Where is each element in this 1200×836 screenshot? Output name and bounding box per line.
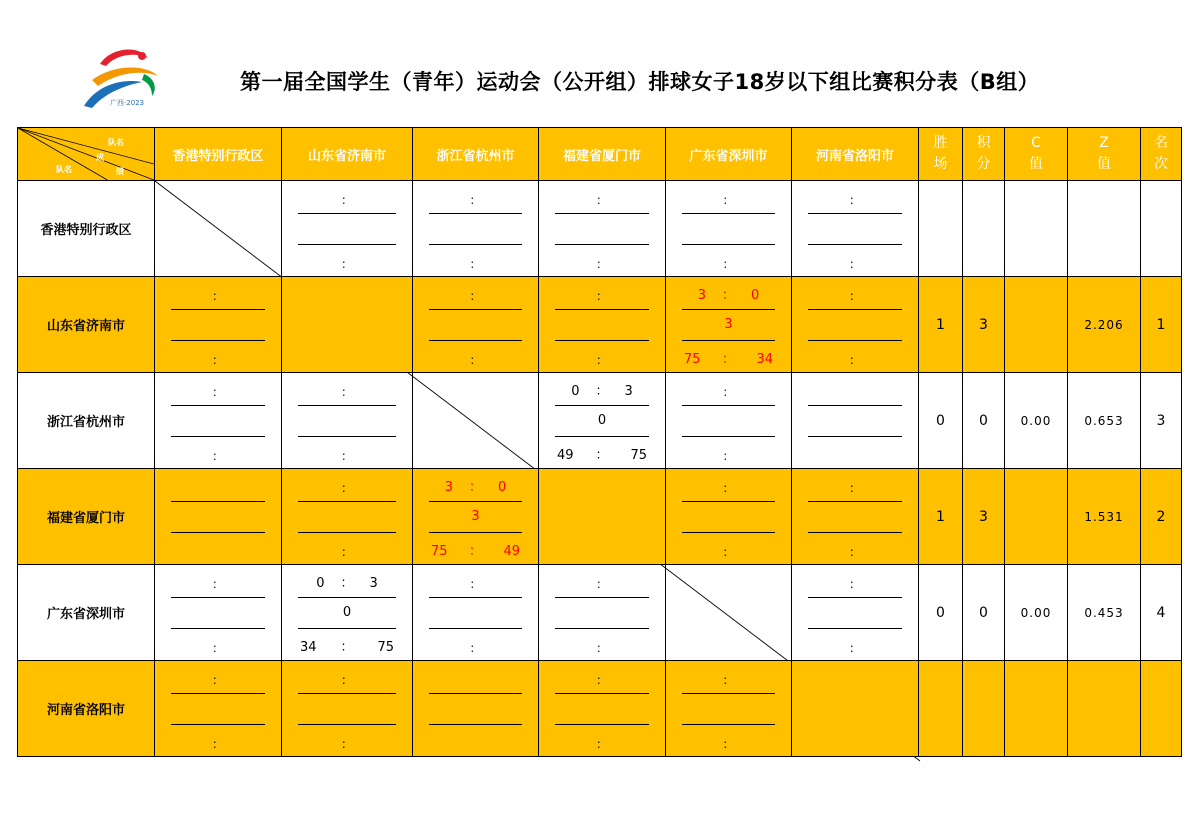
blank-points-colon: ： bbox=[595, 353, 608, 367]
divider-line bbox=[555, 213, 649, 214]
divider-line bbox=[429, 340, 522, 341]
set-score bbox=[282, 577, 412, 591]
blank-points-colon: ： bbox=[340, 257, 353, 271]
stat-z bbox=[1068, 181, 1141, 277]
match-cell bbox=[413, 469, 539, 565]
divider-line bbox=[555, 309, 649, 310]
divider-line bbox=[808, 405, 902, 406]
corner-diagonal-lines bbox=[18, 128, 154, 180]
divider-line bbox=[555, 405, 649, 406]
column-header-stat: 胜 场 bbox=[919, 128, 963, 181]
column-header-team: 香港特别行政区 bbox=[155, 128, 282, 181]
table-diagonal-line bbox=[155, 181, 281, 276]
divider-line bbox=[298, 628, 396, 629]
match-cell-content bbox=[792, 373, 918, 468]
divider-line bbox=[171, 501, 265, 502]
blank-points-colon: ： bbox=[848, 641, 861, 655]
blank-set-colon: ： bbox=[211, 577, 224, 591]
match-points: 0 bbox=[342, 605, 352, 620]
match-cell bbox=[792, 277, 919, 373]
divider-line bbox=[429, 597, 522, 598]
divider-line bbox=[429, 244, 522, 245]
set-score bbox=[413, 481, 538, 495]
stat-c bbox=[1005, 469, 1068, 565]
corner-label-result: 成 bbox=[96, 153, 104, 162]
points-for: 75 bbox=[684, 352, 701, 367]
row-team-name: 广东省深圳市 bbox=[18, 565, 155, 661]
match-cell bbox=[413, 661, 539, 757]
sets-lost: 0 bbox=[498, 480, 507, 495]
match-cell bbox=[282, 181, 413, 277]
blank-points-colon: ： bbox=[722, 737, 735, 751]
sets-won: 3 bbox=[444, 480, 453, 495]
column-header-team: 福建省厦门市 bbox=[539, 128, 666, 181]
blank-set-colon: ： bbox=[211, 289, 224, 303]
logo-dot bbox=[138, 52, 146, 60]
divider-line bbox=[682, 532, 775, 533]
match-cell-content bbox=[539, 181, 665, 276]
match-cell bbox=[666, 661, 792, 757]
column-header-team: 河南省洛阳市 bbox=[792, 128, 919, 181]
stat-wins: 0 bbox=[919, 373, 963, 469]
row-team-name: 浙江省杭州市 bbox=[18, 373, 155, 469]
column-header-team: 广东省深圳市 bbox=[666, 128, 792, 181]
divider-line bbox=[555, 244, 649, 245]
blank-points-colon: ： bbox=[595, 737, 608, 751]
blank-points-colon: ： bbox=[848, 545, 861, 559]
stat-points bbox=[963, 181, 1005, 277]
stat-z: 2.206 bbox=[1068, 277, 1141, 373]
divider-line bbox=[808, 213, 902, 214]
blank-points-colon: ： bbox=[595, 257, 608, 271]
match-cell bbox=[666, 277, 792, 373]
sets-won: 0 bbox=[571, 384, 580, 399]
stat-points: 3 bbox=[963, 469, 1005, 565]
row-team-name: 福建省厦门市 bbox=[18, 469, 155, 565]
divider-line bbox=[682, 436, 775, 437]
match-cell bbox=[792, 565, 919, 661]
score-colon: ： bbox=[595, 384, 609, 399]
divider-line bbox=[808, 340, 902, 341]
divider-line bbox=[298, 597, 396, 598]
match-cell-content bbox=[155, 565, 281, 660]
match-cell bbox=[413, 181, 539, 277]
team-row bbox=[18, 181, 1182, 277]
blank-set-colon: ： bbox=[848, 289, 861, 303]
divider-line bbox=[429, 693, 522, 694]
divider-line bbox=[808, 597, 902, 598]
match-cell bbox=[155, 661, 282, 757]
match-points: 3 bbox=[724, 317, 733, 332]
set-score bbox=[666, 289, 791, 303]
stat-rank bbox=[1141, 661, 1182, 757]
row-team-name: 河南省洛阳市 bbox=[18, 661, 155, 757]
match-cell-content bbox=[539, 661, 665, 756]
sets-lost: 3 bbox=[369, 576, 378, 591]
stat-points bbox=[963, 661, 1005, 757]
match-cell-content bbox=[155, 373, 281, 468]
blank-set-colon: ： bbox=[340, 193, 353, 207]
blank-set-colon: ： bbox=[595, 577, 608, 591]
blank-set-colon: ： bbox=[848, 577, 861, 591]
match-cell bbox=[666, 469, 792, 565]
column-header-team: 浙江省杭州市 bbox=[413, 128, 539, 181]
match-cell bbox=[792, 373, 919, 469]
stat-wins: 1 bbox=[919, 277, 963, 373]
score-colon: ： bbox=[468, 544, 482, 559]
logo-label: 广西·2023 bbox=[109, 99, 145, 107]
divider-line bbox=[682, 405, 775, 406]
self-match-cell bbox=[282, 277, 413, 373]
match-cell bbox=[539, 661, 666, 757]
self-match-cell bbox=[413, 373, 539, 469]
divider-line bbox=[555, 436, 649, 437]
blank-set-colon: ： bbox=[722, 673, 735, 687]
blank-points-colon: ： bbox=[211, 737, 224, 751]
divider-line bbox=[171, 628, 265, 629]
stat-c bbox=[1005, 181, 1068, 277]
match-cell bbox=[539, 373, 666, 469]
divider-line bbox=[682, 340, 775, 341]
row-team-name: 山东省济南市 bbox=[18, 277, 155, 373]
stat-points: 3 bbox=[963, 277, 1005, 373]
match-cell-content bbox=[155, 277, 281, 372]
match-cell bbox=[155, 373, 282, 469]
blank-set-colon: ： bbox=[469, 577, 482, 591]
divider-line bbox=[429, 309, 522, 310]
row-team-name: 香港特别行政区 bbox=[18, 181, 155, 277]
self-match-cell bbox=[666, 565, 792, 661]
page-title: 第一届全国学生（青年）运动会（公开组）排球女子18岁以下组比赛积分表（B组） bbox=[240, 70, 1040, 94]
blank-set-colon: ： bbox=[722, 385, 735, 399]
score-table bbox=[17, 127, 1182, 757]
set-score bbox=[539, 385, 665, 399]
blank-set-colon: ： bbox=[469, 289, 482, 303]
stat-c bbox=[1005, 277, 1068, 373]
divider-line bbox=[298, 501, 396, 502]
stat-points: 0 bbox=[963, 373, 1005, 469]
divider-line bbox=[298, 693, 396, 694]
stat-rank: 4 bbox=[1141, 565, 1182, 661]
match-cell-content bbox=[413, 661, 538, 756]
blank-set-colon: ： bbox=[469, 193, 482, 207]
divider-line bbox=[429, 628, 522, 629]
match-cell-content bbox=[155, 661, 281, 756]
blank-points-colon: ： bbox=[211, 449, 224, 463]
header-row bbox=[18, 128, 1182, 181]
team-row bbox=[18, 373, 1182, 469]
match-cell-content bbox=[792, 277, 918, 372]
blank-points-colon: ： bbox=[211, 353, 224, 367]
match-cell-content bbox=[155, 469, 281, 564]
blank-set-colon: ： bbox=[848, 193, 861, 207]
match-cell bbox=[792, 469, 919, 565]
match-cell-content bbox=[539, 565, 665, 660]
points-for: 49 bbox=[557, 448, 574, 463]
points-against: 75 bbox=[377, 640, 394, 655]
divider-line bbox=[298, 405, 396, 406]
blank-set-colon: ： bbox=[848, 481, 861, 495]
match-cell bbox=[155, 277, 282, 373]
total-points bbox=[539, 449, 665, 463]
match-cell-content bbox=[539, 277, 665, 372]
stat-z: 0.653 bbox=[1068, 373, 1141, 469]
divider-line bbox=[555, 597, 649, 598]
blank-points-colon: ： bbox=[469, 641, 482, 655]
divider-line bbox=[298, 213, 396, 214]
divider-line bbox=[298, 724, 396, 725]
blank-points-colon: ： bbox=[340, 545, 353, 559]
match-cell-content bbox=[666, 277, 791, 372]
match-cell-content bbox=[413, 565, 538, 660]
stat-wins bbox=[919, 661, 963, 757]
blank-points-colon: ： bbox=[469, 257, 482, 271]
score-colon: ： bbox=[595, 448, 609, 463]
team-row bbox=[18, 565, 1182, 661]
blank-set-colon: ： bbox=[340, 481, 353, 495]
points-against: 75 bbox=[630, 448, 647, 463]
logo-swoosh-green bbox=[142, 74, 155, 96]
blank-set-colon: ： bbox=[595, 193, 608, 207]
team-row bbox=[18, 661, 1182, 757]
self-match-cell bbox=[792, 661, 919, 757]
divider-line bbox=[171, 532, 265, 533]
corner-header bbox=[18, 128, 155, 181]
score-colon: ： bbox=[721, 352, 735, 367]
blank-set-colon: ： bbox=[595, 289, 608, 303]
blank-points-colon: ： bbox=[848, 257, 861, 271]
corner-label-result-end: 绩 bbox=[116, 167, 124, 176]
column-header-team: 山东省济南市 bbox=[282, 128, 413, 181]
points-for: 75 bbox=[431, 544, 448, 559]
total-points bbox=[666, 353, 791, 367]
stat-z: 0.453 bbox=[1068, 565, 1141, 661]
column-header-stat: C 值 bbox=[1005, 128, 1068, 181]
divider-line bbox=[682, 724, 775, 725]
match-cell bbox=[282, 565, 413, 661]
divider-line bbox=[429, 724, 522, 725]
stat-rank: 1 bbox=[1141, 277, 1182, 373]
match-points: 3 bbox=[471, 509, 480, 524]
team-row bbox=[18, 277, 1182, 373]
divider-line bbox=[682, 244, 775, 245]
self-match-cell bbox=[155, 181, 282, 277]
blank-points-colon: ： bbox=[595, 641, 608, 655]
match-cell-content bbox=[666, 181, 791, 276]
divider-line bbox=[429, 532, 522, 533]
blank-set-colon: ： bbox=[211, 673, 224, 687]
match-cell-content bbox=[282, 565, 412, 660]
stat-rank: 3 bbox=[1141, 373, 1182, 469]
team-row bbox=[18, 469, 1182, 565]
blank-set-colon: ： bbox=[340, 385, 353, 399]
match-cell-content bbox=[413, 277, 538, 372]
stat-points: 0 bbox=[963, 565, 1005, 661]
divider-line bbox=[682, 309, 775, 310]
points-for: 34 bbox=[300, 640, 317, 655]
blank-points-colon: ： bbox=[340, 737, 353, 751]
divider-line bbox=[808, 628, 902, 629]
match-cell bbox=[282, 469, 413, 565]
divider-line bbox=[808, 244, 902, 245]
divider-line bbox=[171, 597, 265, 598]
divider-line bbox=[171, 340, 265, 341]
blank-set-colon: ： bbox=[722, 481, 735, 495]
divider-line bbox=[555, 340, 649, 341]
divider-line bbox=[808, 436, 902, 437]
stat-rank: 2 bbox=[1141, 469, 1182, 565]
stat-wins bbox=[919, 181, 963, 277]
match-cell-content bbox=[666, 661, 791, 756]
divider-line bbox=[808, 309, 902, 310]
total-points bbox=[413, 545, 538, 559]
divider-line bbox=[171, 436, 265, 437]
sets-lost: 3 bbox=[624, 384, 633, 399]
blank-points-colon: ： bbox=[848, 353, 861, 367]
divider-line bbox=[429, 501, 522, 502]
match-cell-content bbox=[282, 469, 412, 564]
divider-line bbox=[682, 693, 775, 694]
blank-points-colon: ： bbox=[211, 641, 224, 655]
match-cell-content bbox=[539, 373, 665, 468]
column-header-stat: Z 值 bbox=[1068, 128, 1141, 181]
score-colon: ： bbox=[340, 640, 354, 655]
divider-line bbox=[555, 628, 649, 629]
stat-c bbox=[1005, 661, 1068, 757]
stat-c: 0.00 bbox=[1005, 373, 1068, 469]
blank-set-colon: ： bbox=[211, 385, 224, 399]
divider-line bbox=[808, 532, 902, 533]
match-cell bbox=[539, 277, 666, 373]
match-cell bbox=[666, 373, 792, 469]
match-cell-content bbox=[792, 181, 918, 276]
divider-line bbox=[171, 309, 265, 310]
column-header-stat: 积 分 bbox=[963, 128, 1005, 181]
stat-wins: 1 bbox=[919, 469, 963, 565]
blank-set-colon: ： bbox=[595, 673, 608, 687]
match-cell-content bbox=[413, 181, 538, 276]
match-cell-content bbox=[792, 469, 918, 564]
sets-lost: 0 bbox=[751, 288, 760, 303]
points-against: 34 bbox=[756, 352, 773, 367]
match-cell bbox=[413, 277, 539, 373]
column-header-stat: 名 次 bbox=[1141, 128, 1182, 181]
match-cell-content bbox=[282, 373, 412, 468]
match-cell bbox=[282, 373, 413, 469]
score-colon: ： bbox=[721, 288, 735, 303]
match-cell bbox=[155, 565, 282, 661]
blank-points-colon: ： bbox=[722, 257, 735, 271]
match-cell-content bbox=[282, 661, 412, 756]
stat-wins: 0 bbox=[919, 565, 963, 661]
stat-rank bbox=[1141, 181, 1182, 277]
score-colon: ： bbox=[340, 576, 354, 591]
match-cell bbox=[282, 661, 413, 757]
blank-points-colon: ： bbox=[722, 449, 735, 463]
divider-line bbox=[682, 213, 775, 214]
divider-line bbox=[808, 501, 902, 502]
self-match-cell bbox=[539, 469, 666, 565]
match-cell bbox=[539, 181, 666, 277]
divider-line bbox=[171, 724, 265, 725]
corner-label-team-left: 队名 bbox=[56, 165, 72, 174]
games-logo bbox=[62, 34, 192, 128]
divider-line bbox=[298, 244, 396, 245]
blank-set-colon: ： bbox=[340, 673, 353, 687]
match-cell bbox=[539, 565, 666, 661]
match-cell bbox=[155, 469, 282, 565]
divider-line bbox=[682, 501, 775, 502]
match-cell bbox=[413, 565, 539, 661]
divider-line bbox=[171, 405, 265, 406]
blank-points-colon: ： bbox=[340, 449, 353, 463]
match-cell-content bbox=[413, 469, 538, 564]
match-cell bbox=[792, 181, 919, 277]
divider-line bbox=[298, 436, 396, 437]
match-cell-content bbox=[666, 373, 791, 468]
blank-set-colon: ： bbox=[722, 193, 735, 207]
divider-line bbox=[429, 213, 522, 214]
blank-points-colon: ： bbox=[722, 545, 735, 559]
divider-line bbox=[171, 693, 265, 694]
match-cell-content bbox=[666, 469, 791, 564]
total-points bbox=[282, 641, 412, 655]
corner-label-team-top: 队名 bbox=[108, 138, 124, 147]
match-points: 0 bbox=[597, 413, 607, 428]
points-against: 49 bbox=[503, 544, 520, 559]
divider-line bbox=[298, 532, 396, 533]
match-cell-content bbox=[282, 181, 412, 276]
divider-line bbox=[555, 693, 649, 694]
match-cell-content bbox=[792, 565, 918, 660]
match-cell bbox=[666, 181, 792, 277]
divider-line bbox=[555, 724, 649, 725]
stat-z: 1.531 bbox=[1068, 469, 1141, 565]
stat-z bbox=[1068, 661, 1141, 757]
sets-won: 3 bbox=[697, 288, 706, 303]
blank-points-colon: ： bbox=[469, 353, 482, 367]
score-colon: ： bbox=[468, 480, 482, 495]
sets-won: 0 bbox=[316, 576, 325, 591]
stat-c: 0.00 bbox=[1005, 565, 1068, 661]
